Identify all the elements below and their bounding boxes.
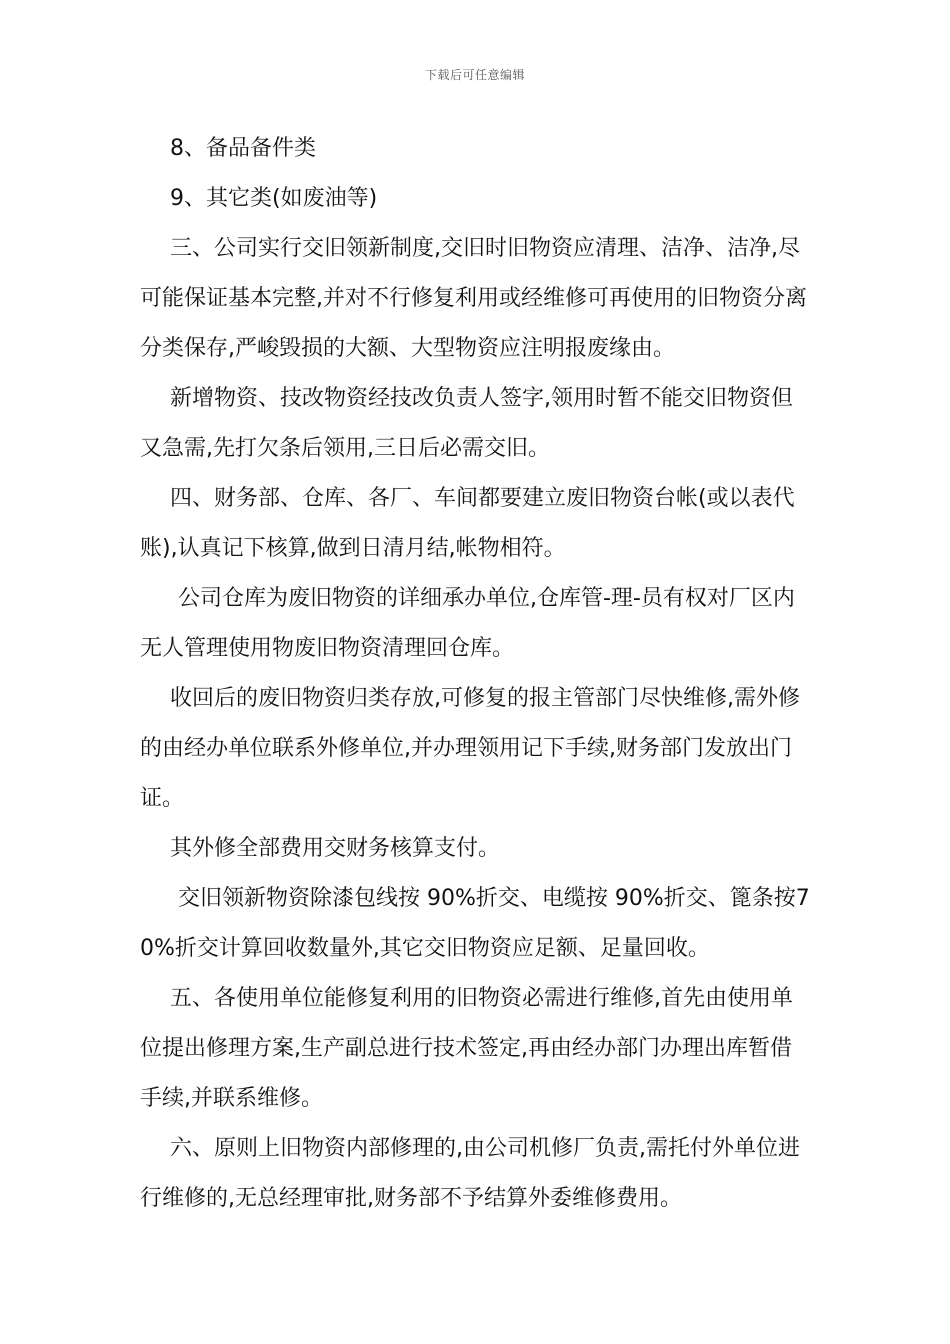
paragraph-section-6: 六、原则上旧物资内部修理的,由公司机修厂负责,需托付外单位进行维修的,无总经理审批,财务部不予结算外委维修费用。 — [140, 1136, 800, 1211]
paragraph-section-5: 五、各使用单位能修复利用的旧物资必需进行维修,首先由使用单位提出修理方案,生产副总进行技术签定,再由经办部门办理出库暂借手续,并联系维修。 — [140, 986, 793, 1111]
document-body — [140, 124, 810, 1224]
paragraph-section-3: 三、公司实行交旧领新制度,交旧时旧物资应清理、洁净、洁净,尽可能保证基本完整,并对不行修复利用或经维修可再使用的旧物资分离分类保存,严峻毁损的大额、大型物资应注明报废缘由。 — [140, 236, 807, 361]
paragraph-warehouse: 公司仓库为废旧物资的详细承办单位,仓库管-理-员有权对厂区内无人管理使用物废旧物资清理回仓库。 — [140, 586, 795, 661]
paragraph-section-4: 四、财务部、仓库、各厂、车间都要建立废旧物资台帐(或以表代账),认真记下核算,做到日清月结,帐物相符。 — [140, 486, 795, 561]
page-header: 下载后可任意编辑 — [424, 68, 525, 82]
paragraph-repair-costs: 其外修全部费用交财务核算支付。 — [170, 836, 501, 861]
paragraph-item-8: 8、备品备件类 — [170, 136, 316, 161]
paragraph-exchange-rates: 交旧领新物资除漆包线按 90%折交、电缆按 90%折交、篦条按70%折交计算回收数量外,其它交旧物资应足额、足量回收。 — [140, 886, 810, 961]
paragraph-recovered-materials: 收回后的废旧物资归类存放,可修复的报主管部门尽快维修,需外修的由经办单位联系外修单位,并办理领用记下手续,财务部门发放出门证。 — [140, 686, 800, 811]
paragraph-item-9: 9、其它类(如废油等) — [170, 186, 378, 211]
paragraph-new-materials: 新增物资、技改物资经技改负责人签字,领用时暂不能交旧物资但又急需,先打欠条后领用,三日后必需交旧。 — [140, 386, 793, 461]
